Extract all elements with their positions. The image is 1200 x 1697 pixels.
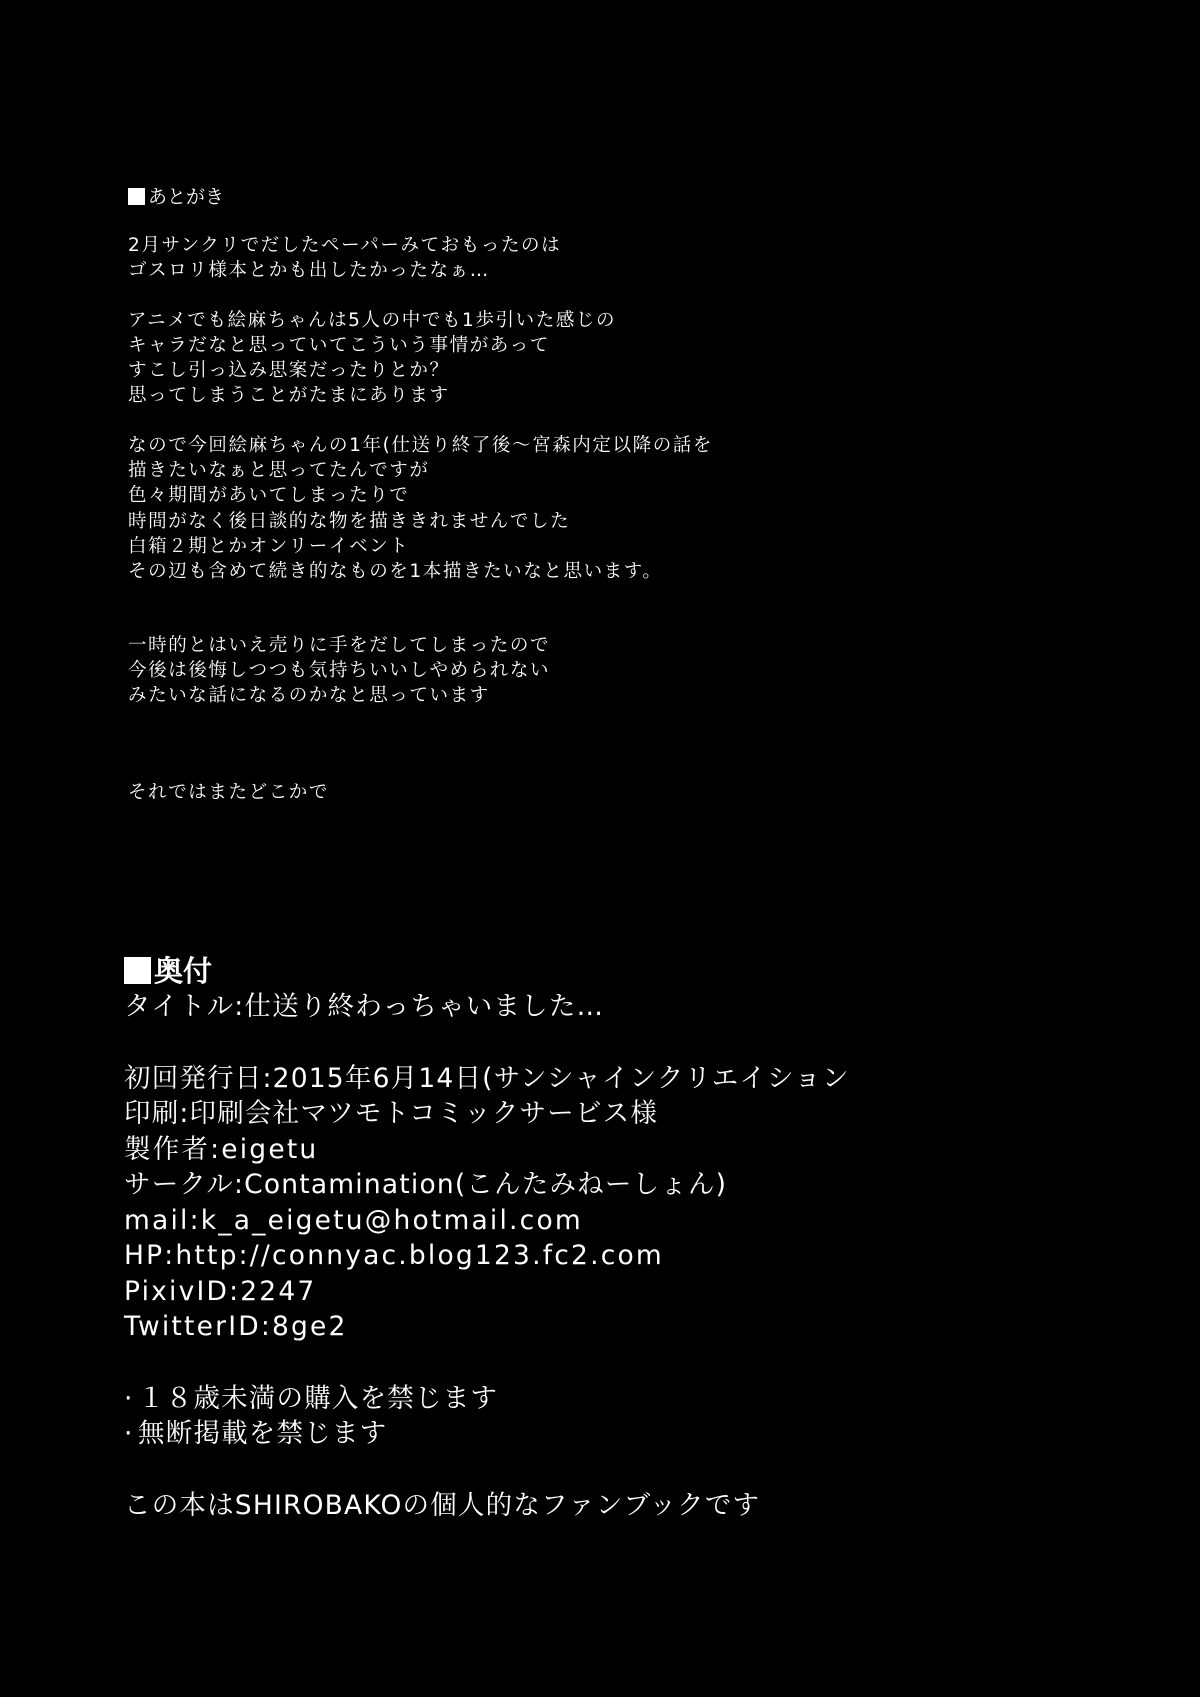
dot-bullet-icon: · bbox=[124, 1418, 134, 1449]
afterword-paragraph bbox=[128, 780, 1128, 805]
text-line: すこし引っ込み思案だったりとか？ bbox=[128, 360, 450, 382]
spacer bbox=[124, 1452, 1174, 1488]
fanbook-footer: この本はSHIROBAKOの個人的なファンブックです bbox=[124, 1489, 761, 1521]
colophon-pixiv: PixivID:2247 bbox=[124, 1275, 317, 1307]
colophon-section bbox=[124, 953, 1174, 1523]
afterword-heading-text: あとがき bbox=[148, 186, 225, 208]
text-line: その辺も含めて続き的なものを1本描きたいなと思います。 bbox=[128, 561, 663, 583]
afterword-paragraph bbox=[128, 233, 1128, 284]
colophon-printer: 印刷:印刷会社マツモトコミックサービス様 bbox=[124, 1098, 659, 1129]
colophon-twitter: TwitterID:8ge2 bbox=[124, 1311, 348, 1342]
spacer bbox=[124, 1025, 1174, 1061]
text-line: 色々期間があいてしまったりで bbox=[128, 485, 410, 507]
colophon-first-issue: 初回発行日:2015年6月14日(サンシャインクリエイション bbox=[124, 1062, 850, 1094]
text-line: 描きたいなぁと思ってたんですが bbox=[128, 460, 430, 482]
text-line: 一時的とはいえ売りに手をだしてしまったので bbox=[128, 634, 551, 656]
dot-bullet-icon: · bbox=[124, 1382, 134, 1414]
notice-item bbox=[124, 1381, 1174, 1417]
colophon-title: タイトル:仕送り終わっちゃいました… bbox=[124, 991, 605, 1022]
text-line: 時間がなく後日談的な物を描ききれませんでした bbox=[128, 510, 571, 532]
square-bullet-icon bbox=[128, 188, 145, 205]
afterword-paragraph bbox=[128, 308, 1128, 409]
text-line: 今後は後悔しつつも気持ちいいしやめられない bbox=[128, 659, 551, 681]
colophon-heading-text: 奥付 bbox=[154, 954, 213, 988]
notice-text: １８歳未満の購入を禁じます bbox=[138, 1382, 499, 1414]
afterword-paragraph bbox=[128, 633, 1128, 709]
text-line: 思ってしまうことがたまにあります bbox=[128, 385, 450, 407]
notice-item bbox=[124, 1416, 1174, 1452]
text-line: みたいな話になるのかなと思っています bbox=[128, 685, 490, 707]
colophon-circle: サークル:Contamination(こんたみねーしょん) bbox=[124, 1169, 728, 1200]
text-line: 2月サンクリでだしたペーパーみておもったのは bbox=[128, 235, 562, 256]
text-line: キャラだなと思っていてこういう事情があって bbox=[128, 334, 550, 356]
afterword-heading bbox=[128, 183, 1128, 211]
text-line: 白箱２期とかオンリーイベント bbox=[128, 535, 410, 557]
colophon-author: 製作者:eigetu bbox=[124, 1133, 319, 1165]
square-bullet-icon bbox=[124, 957, 151, 984]
afterword-paragraph bbox=[128, 433, 1128, 585]
colophon-homepage: HP:http://connyac.blog123.fc2.com bbox=[124, 1240, 664, 1271]
text-line: なので今回絵麻ちゃんの1年(仕送り終了後～宮森内定以降の話を bbox=[128, 434, 713, 456]
colophon-mail: mail:k_a_eigetu@hotmail.com bbox=[124, 1204, 583, 1236]
text-line: アニメでも絵麻ちゃんは5人の中でも1歩引いた感じの bbox=[128, 309, 617, 331]
afterword-section bbox=[128, 183, 1128, 830]
closing-line: それではまたどこかで bbox=[128, 782, 330, 804]
colophon-heading bbox=[124, 953, 1174, 989]
notice-text: 無断掲載を禁じます bbox=[138, 1418, 388, 1449]
text-line: ゴスロリ様本とかも出したかったなぁ… bbox=[128, 260, 490, 282]
spacer bbox=[124, 1345, 1174, 1381]
